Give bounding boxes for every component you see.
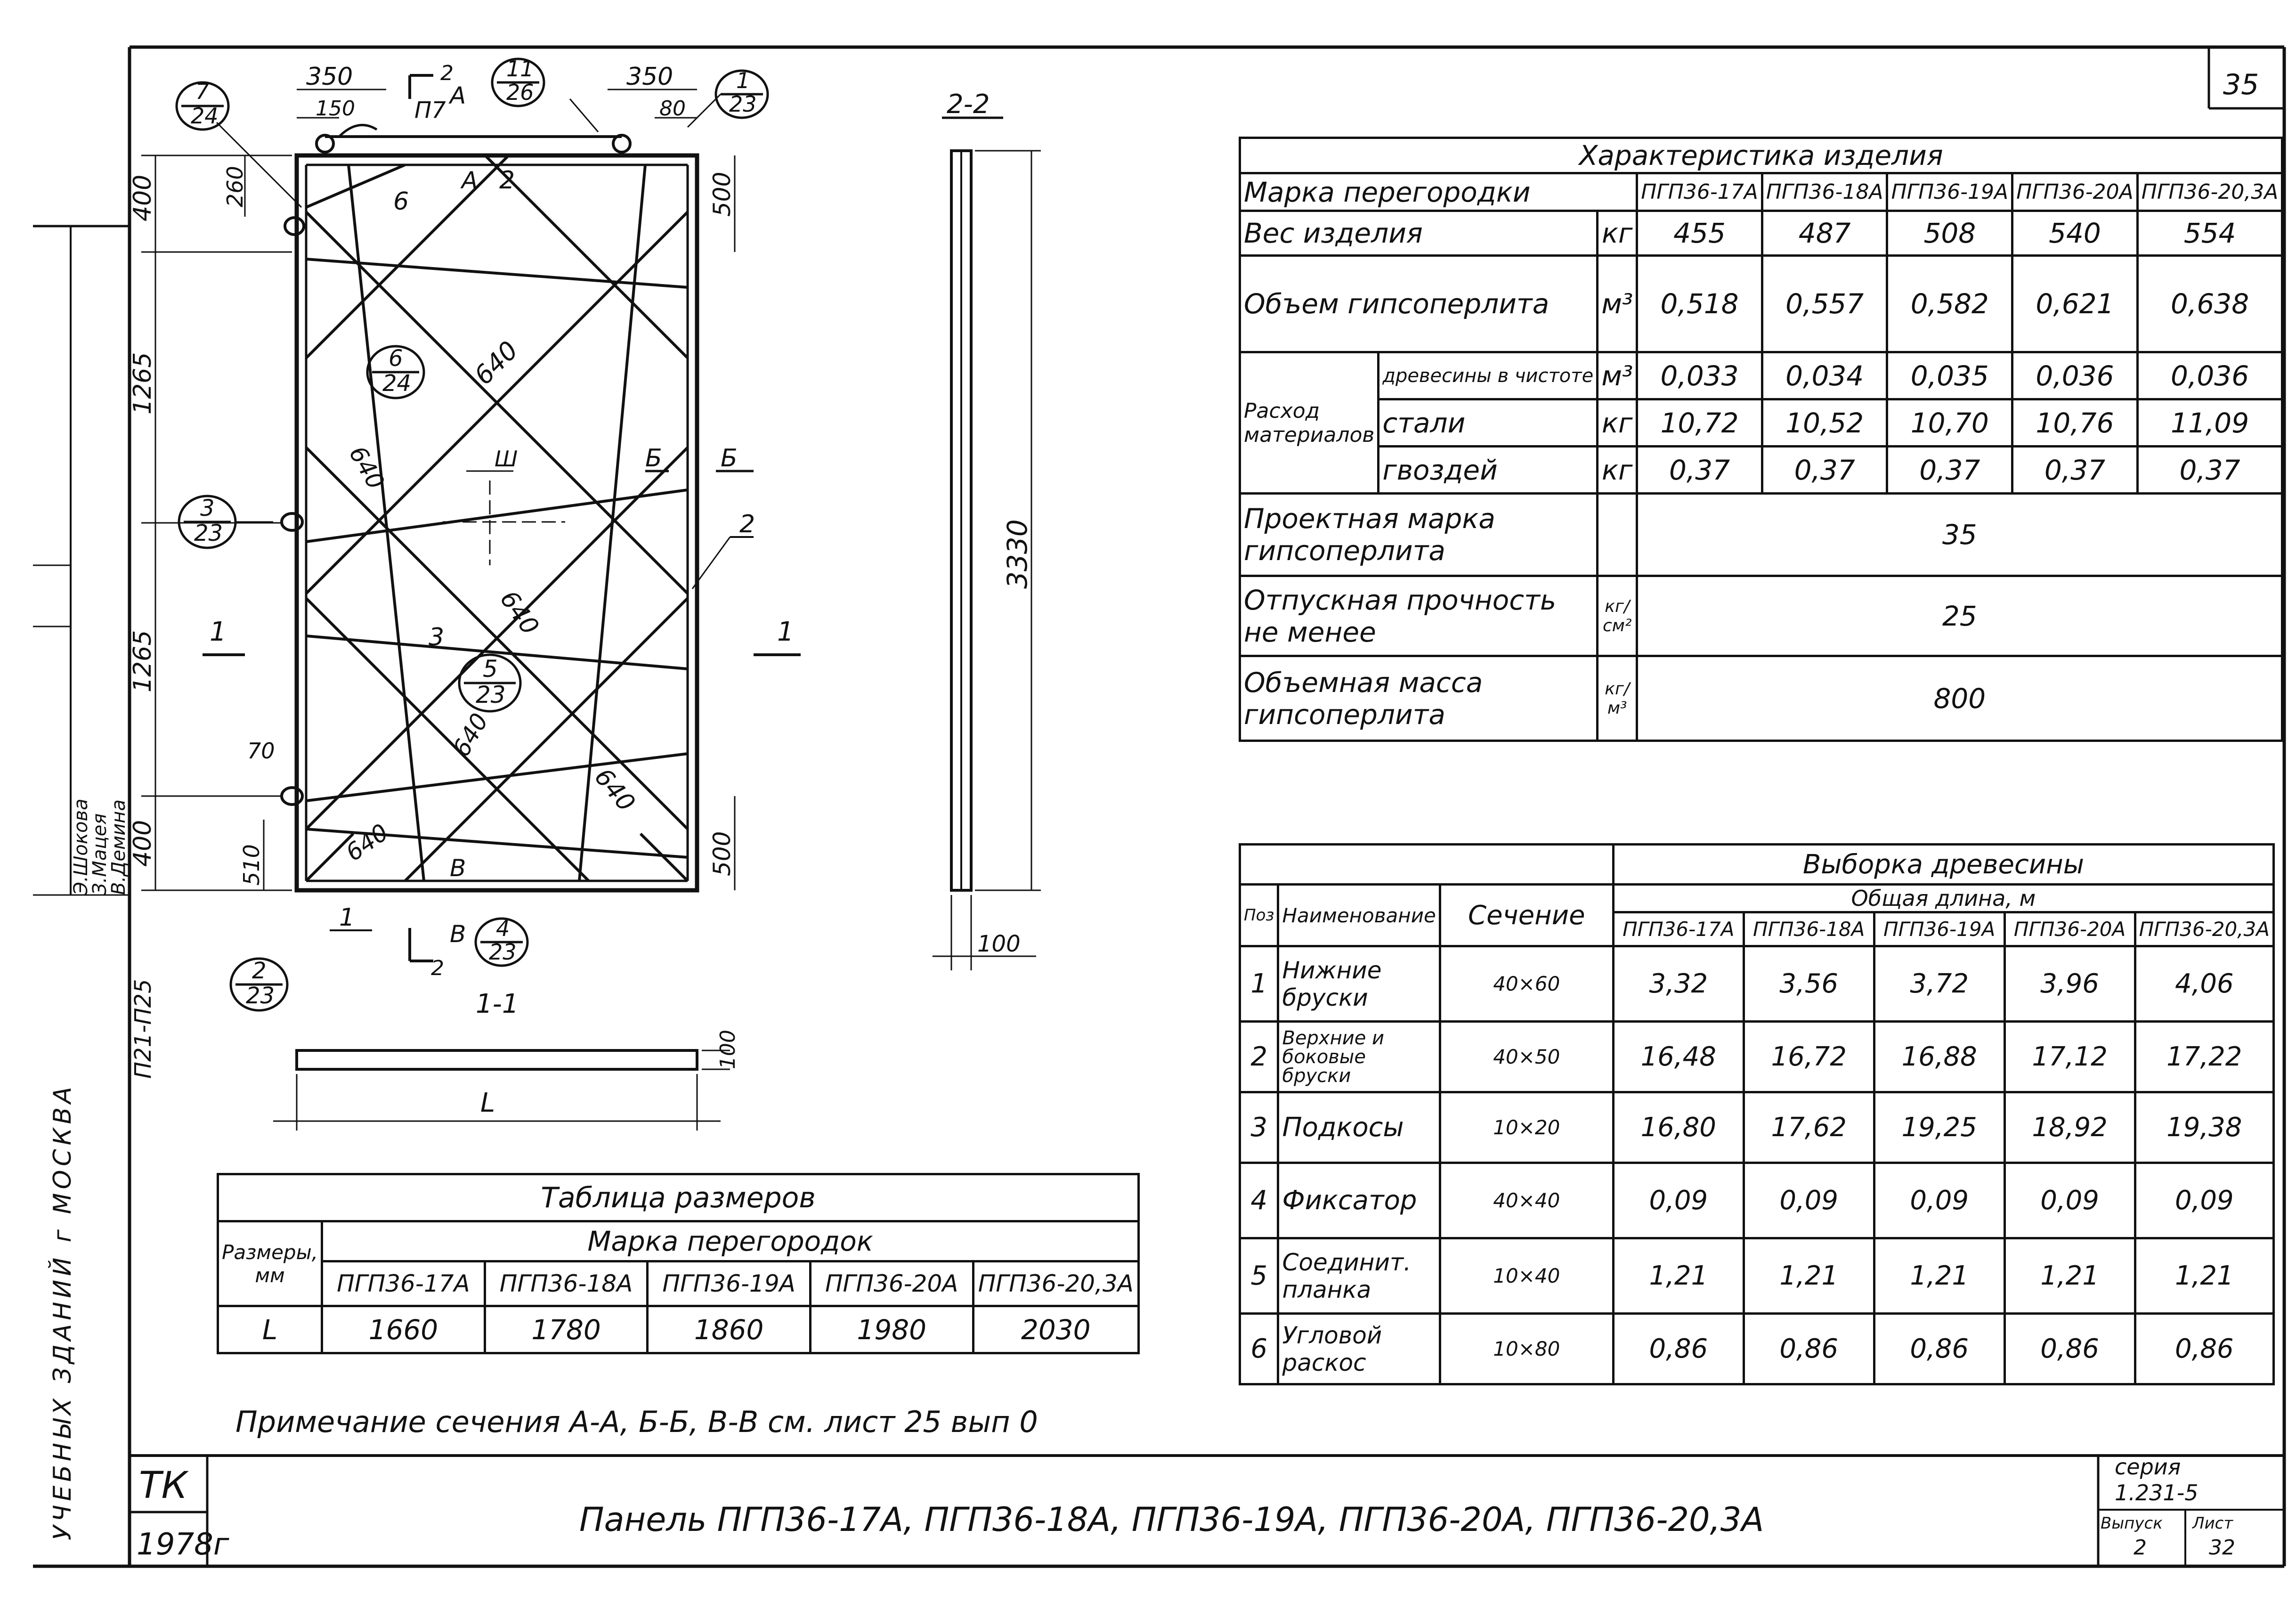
char-cell: 0,37 <box>2137 447 2282 494</box>
sheet-label: Лист <box>2192 1514 2233 1533</box>
wood-name: Верхние и боковые бруски <box>1278 1022 1440 1092</box>
dim-70: 70 <box>247 738 275 764</box>
page-number: 35 <box>2223 68 2259 101</box>
len-640-3: 640 <box>494 586 544 640</box>
char-row-unit: м³ <box>1598 352 1637 399</box>
size-mark-5: ПГП36-20,3А <box>973 1261 1138 1306</box>
char-row-weight <box>1240 211 2282 256</box>
wood-pos: 5 <box>1240 1238 1278 1314</box>
wood-cell: 17,22 <box>2135 1022 2273 1092</box>
section-mark-1-left: 1 <box>210 617 227 647</box>
wood-cell: 0,86 <box>1744 1314 1874 1384</box>
wood-cell: 0,09 <box>2135 1163 2273 1238</box>
char-row-name: Объем гипсоперлита <box>1240 256 1598 352</box>
wood-name: Угловой раскос <box>1278 1314 1440 1384</box>
size-mark-1: ПГП36-17А <box>322 1261 485 1306</box>
char-row-unit: кг <box>1598 399 1637 447</box>
wood-section: 10×20 <box>1440 1092 1613 1163</box>
size-cell: 1660 <box>322 1306 485 1353</box>
wood-cell: 1,21 <box>2004 1238 2135 1314</box>
wood-cell: 16,72 <box>1744 1022 1874 1092</box>
signature-3: В.Демина <box>108 799 130 895</box>
wood-pos: 3 <box>1240 1092 1278 1163</box>
callout-4-bottom: 24 <box>382 370 412 397</box>
wood-pos: 4 <box>1240 1163 1278 1238</box>
callout-7-bottom: 23 <box>489 939 517 965</box>
size-mark-3: ПГП36-19А <box>648 1261 811 1306</box>
char-cell: 0,37 <box>1762 447 1887 494</box>
char-merged-value: 800 <box>1637 656 2282 741</box>
char-row-name: Вес изделия <box>1240 211 1598 256</box>
wood-mark-2: ПГП36-18А <box>1744 912 1874 946</box>
len-640-6: 640 <box>341 818 394 867</box>
signature-2: З.Мацея <box>89 813 111 895</box>
size-mark-4: ПГП36-20А <box>810 1261 973 1306</box>
char-row-name: Отпускная прочность не менее <box>1240 576 1598 656</box>
char-cell: 10,72 <box>1637 399 1762 447</box>
char-row-nails <box>1240 447 2282 494</box>
char-mark-3: ПГП36-19А <box>1887 173 2012 211</box>
char-cell: 0,557 <box>1762 256 1887 352</box>
wood-mark-1: ПГП36-17А <box>1613 912 1744 946</box>
section-mark-p7: П7 <box>414 97 446 123</box>
wood-cell: 16,88 <box>1874 1022 2004 1092</box>
char-cell: 487 <box>1762 211 1887 256</box>
signature-1: Э.Шокова <box>70 798 92 895</box>
wood-cell: 3,72 <box>1874 946 2004 1022</box>
dim-top-1: 350 <box>306 63 353 91</box>
section-mark-v-inner: В <box>450 854 466 882</box>
dim-top-4: 80 <box>659 97 686 121</box>
char-row-density <box>1240 656 2282 741</box>
wood-row <box>1240 1163 2274 1238</box>
sheet-title: Панель ПГП36-17А, ПГП36-18А, ПГП36-19А, ПГП36-20А, ПГП36-20,3А <box>579 1500 1764 1539</box>
wood-cell: 1,21 <box>2135 1238 2273 1314</box>
pos-label-1: 1 <box>339 903 355 932</box>
char-cell: 508 <box>1887 211 2012 256</box>
pos-label-3: 3 <box>429 623 445 651</box>
char-row-volume <box>1240 256 2282 352</box>
callout-8-bottom: 23 <box>246 983 275 1009</box>
char-cell: 11,09 <box>2137 399 2282 447</box>
char-cell: 0,518 <box>1637 256 1762 352</box>
section-mark-b-right: Б <box>721 444 738 472</box>
dim-right-2: 500 <box>708 831 736 876</box>
len-640-1: 640 <box>468 335 524 391</box>
char-cell: 0,638 <box>2137 256 2282 352</box>
section-1-1-title: 1-1 <box>476 989 519 1019</box>
size-cell: 1980 <box>810 1306 973 1353</box>
dim-right-1: 500 <box>708 171 736 217</box>
section-mark-1-right: 1 <box>777 617 794 647</box>
wood-cell: 1,21 <box>1744 1238 1874 1314</box>
char-row-steel <box>1240 399 2282 447</box>
wood-selection-table <box>1239 843 2275 1385</box>
wood-row <box>1240 1238 2274 1314</box>
wood-col-pos: Поз <box>1240 885 1278 946</box>
char-merged-value: 25 <box>1637 576 2282 656</box>
callout-6-bottom: 23 <box>476 681 506 708</box>
size-cell: 1860 <box>648 1306 811 1353</box>
wood-section: 40×40 <box>1440 1163 1613 1238</box>
section-mark-2-bottom: 2 <box>431 956 444 980</box>
char-row-unit <box>1598 494 1637 576</box>
char-mark-4: ПГП36-20А <box>2012 173 2138 211</box>
wood-cell: 3,32 <box>1613 946 1744 1022</box>
char-cell: 0,034 <box>1762 352 1887 399</box>
char-row-grade <box>1240 494 2282 576</box>
char-row-unit: кг/м³ <box>1598 656 1637 741</box>
char-cell: 10,70 <box>1887 399 2012 447</box>
char-cell: 0,621 <box>2012 256 2138 352</box>
height-dim: 3330 <box>1001 519 1033 589</box>
section-2-2-title: 2-2 <box>947 89 990 120</box>
char-row-name: стали <box>1379 399 1598 447</box>
wood-cell: 0,86 <box>1874 1314 2004 1384</box>
wood-cell: 0,09 <box>2004 1163 2135 1238</box>
wood-cell: 1,21 <box>1613 1238 1744 1314</box>
wood-section: 10×80 <box>1440 1314 1613 1384</box>
width-dim: 100 <box>977 931 1021 957</box>
point-label: Ш <box>495 446 518 472</box>
dim-left-2: 1265 <box>129 352 157 415</box>
char-mark-1: ПГП36-17А <box>1637 173 1762 211</box>
issue-value: 2 <box>2134 1536 2147 1560</box>
dim-top-3: 350 <box>626 63 673 91</box>
size-row <box>218 1306 1139 1353</box>
wood-col-section: Сечение <box>1440 885 1613 946</box>
wood-cell: 0,09 <box>1744 1163 1874 1238</box>
dimension-lines <box>141 75 1041 1131</box>
section-mark-a-inner: А <box>462 167 478 194</box>
char-cell: 0,033 <box>1637 352 1762 399</box>
wood-pos: 6 <box>1240 1314 1278 1384</box>
wood-cell: 0,86 <box>2135 1314 2273 1384</box>
callout-1-top: 7 <box>195 79 210 104</box>
char-row-wood <box>1240 352 2282 399</box>
char-row-unit: м³ <box>1598 256 1637 352</box>
char-mark-5: ПГП36-20,3А <box>2137 173 2282 211</box>
size-cell: 1780 <box>485 1306 648 1353</box>
length-label: L <box>480 1088 495 1118</box>
organization-code: ТК <box>139 1464 188 1507</box>
wood-cell: 17,62 <box>1744 1092 1874 1163</box>
pos-label-2-right: 2 <box>739 510 755 538</box>
margin-organization: УЧЕБНЫХ ЗДАНИЙ г МОСКВА <box>49 1083 77 1540</box>
series-label: серия <box>2115 1454 2181 1480</box>
char-cell: 0,37 <box>2012 447 2138 494</box>
char-cell: 10,52 <box>1762 399 1887 447</box>
len-640-4: 640 <box>447 708 494 761</box>
size-row-label: L <box>218 1306 322 1353</box>
char-cell: 0,37 <box>1887 447 2012 494</box>
wood-row <box>1240 946 2274 1022</box>
char-row-strength <box>1240 576 2282 656</box>
callout-2-top: 11 <box>506 56 534 81</box>
wood-cell: 0,86 <box>2004 1314 2135 1384</box>
callout-3-bottom: 23 <box>729 91 757 117</box>
char-row-name: Объемная масса гипсоперлита <box>1240 656 1598 741</box>
wood-section: 10×40 <box>1440 1238 1613 1314</box>
characteristics-table <box>1239 137 2283 742</box>
size-mark-2: ПГП36-18А <box>485 1261 648 1306</box>
consumption-label: Расход материалов <box>1240 352 1379 494</box>
wood-table-title: Выборка древесины <box>1613 845 2273 885</box>
dim-left-3: 1265 <box>129 630 157 692</box>
wood-name: Соединит. планка <box>1278 1238 1440 1314</box>
wood-cell: 3,56 <box>1744 946 1874 1022</box>
sheet-value: 32 <box>2209 1536 2235 1560</box>
wood-mark-4: ПГП36-20А <box>2004 912 2135 946</box>
char-row-name: Проектная марка гипсоперлита <box>1240 494 1598 576</box>
size-table <box>217 1173 1140 1354</box>
size-cell: 2030 <box>973 1306 1138 1353</box>
wood-name: Подкосы <box>1278 1092 1440 1163</box>
char-mark-2: ПГП36-18А <box>1762 173 1887 211</box>
size-mark-header: Марка перегородок <box>322 1221 1139 1261</box>
char-row-name: гвоздей <box>1379 447 1598 494</box>
callout-4-top: 6 <box>389 345 403 372</box>
size-col-size: Размеры, мм <box>218 1221 322 1306</box>
callout-3-top: 1 <box>736 68 750 93</box>
pos-label-2-top: 2 <box>499 166 515 195</box>
sheet-year: 1978г <box>137 1527 229 1562</box>
wood-cell: 3,96 <box>2004 946 2135 1022</box>
char-cell: 455 <box>1637 211 1762 256</box>
dim-top-2: 150 <box>316 97 355 121</box>
char-cell: 0,582 <box>1887 256 2012 352</box>
char-cell: 0,036 <box>2012 352 2138 399</box>
callout-circles <box>177 59 768 1010</box>
dim-left-4: 400 <box>129 820 157 867</box>
wood-mark-5: ПГП36-20,3А <box>2135 912 2273 946</box>
wood-cell: 17,12 <box>2004 1022 2135 1092</box>
wood-cell: 18,92 <box>2004 1092 2135 1163</box>
range-label: П21-П25 <box>130 979 156 1079</box>
callout-5-bottom: 23 <box>194 520 223 546</box>
wood-cell: 16,48 <box>1613 1022 1744 1092</box>
wood-cell: 16,80 <box>1613 1092 1744 1163</box>
char-cell: 540 <box>2012 211 2138 256</box>
wood-cell: 19,38 <box>2135 1092 2273 1163</box>
callout-1-bottom: 24 <box>191 103 219 129</box>
section-mark-b-left: Б <box>645 444 662 472</box>
char-table-title: Характеристика изделия <box>1240 138 2282 173</box>
wood-cell: 0,09 <box>1613 1163 1744 1238</box>
wood-cell: 4,06 <box>2135 946 2273 1022</box>
wood-cell: 1,21 <box>1874 1238 2004 1314</box>
char-cell: 0,036 <box>2137 352 2282 399</box>
char-row-name: древесины в чистоте <box>1379 352 1598 399</box>
issue-label: Выпуск <box>2101 1514 2163 1533</box>
wood-mark-3: ПГП36-19А <box>1874 912 2004 946</box>
wood-subtitle: Общая длина, м <box>1613 885 2273 912</box>
char-row-unit: кг <box>1598 447 1637 494</box>
char-cell: 10,76 <box>2012 399 2138 447</box>
char-merged-value: 35 <box>1637 494 2282 576</box>
char-mark-header: Марка перегородки <box>1240 173 1637 211</box>
size-table-title: Таблица размеров <box>218 1174 1139 1221</box>
dim-left-1: 400 <box>129 174 157 221</box>
wood-row <box>1240 1022 2274 1092</box>
char-cell: 0,035 <box>1887 352 2012 399</box>
wood-name: Нижние бруски <box>1278 946 1440 1022</box>
wood-cell: 19,25 <box>1874 1092 2004 1163</box>
char-cell: 0,37 <box>1637 447 1762 494</box>
char-row-unit: кг <box>1598 211 1637 256</box>
wood-cell: 0,86 <box>1613 1314 1744 1384</box>
series-value: 1.231-5 <box>2115 1480 2199 1505</box>
section-mark-v-bottom: В <box>450 920 466 948</box>
wood-pos: 2 <box>1240 1022 1278 1092</box>
wood-name: Фиксатор <box>1278 1163 1440 1238</box>
callout-2-bottom: 26 <box>506 80 534 105</box>
wood-section: 40×50 <box>1440 1022 1613 1092</box>
len-640-2: 640 <box>343 441 390 494</box>
char-row-unit: кг/см² <box>1598 576 1637 656</box>
thickness-dim: 100 <box>716 1030 740 1069</box>
wood-col-name: Наименование <box>1278 885 1440 946</box>
dim-510: 510 <box>239 844 264 886</box>
dim-260: 260 <box>222 166 248 207</box>
section-mark-2-top: 2 <box>440 61 454 85</box>
callout-5-top: 3 <box>200 495 215 521</box>
wood-row <box>1240 1314 2274 1384</box>
wood-section: 40×60 <box>1440 946 1613 1022</box>
callout-7-top: 4 <box>496 916 510 941</box>
panel-elevation <box>282 125 697 890</box>
callout-8-top: 2 <box>252 958 267 984</box>
pos-label-6: 6 <box>393 187 409 216</box>
callout-6-top: 5 <box>483 655 498 683</box>
wood-cell: 0,09 <box>1874 1163 2004 1238</box>
section-mark-a-top: А <box>450 82 466 109</box>
wood-pos: 1 <box>1240 946 1278 1022</box>
char-cell: 554 <box>2137 211 2282 256</box>
wood-row <box>1240 1092 2274 1163</box>
sheet-note: Примечание сечения А-А, Б-Б, В-В см. лист 25 вып 0 <box>235 1405 1038 1439</box>
len-640-5: 640 <box>589 763 641 817</box>
